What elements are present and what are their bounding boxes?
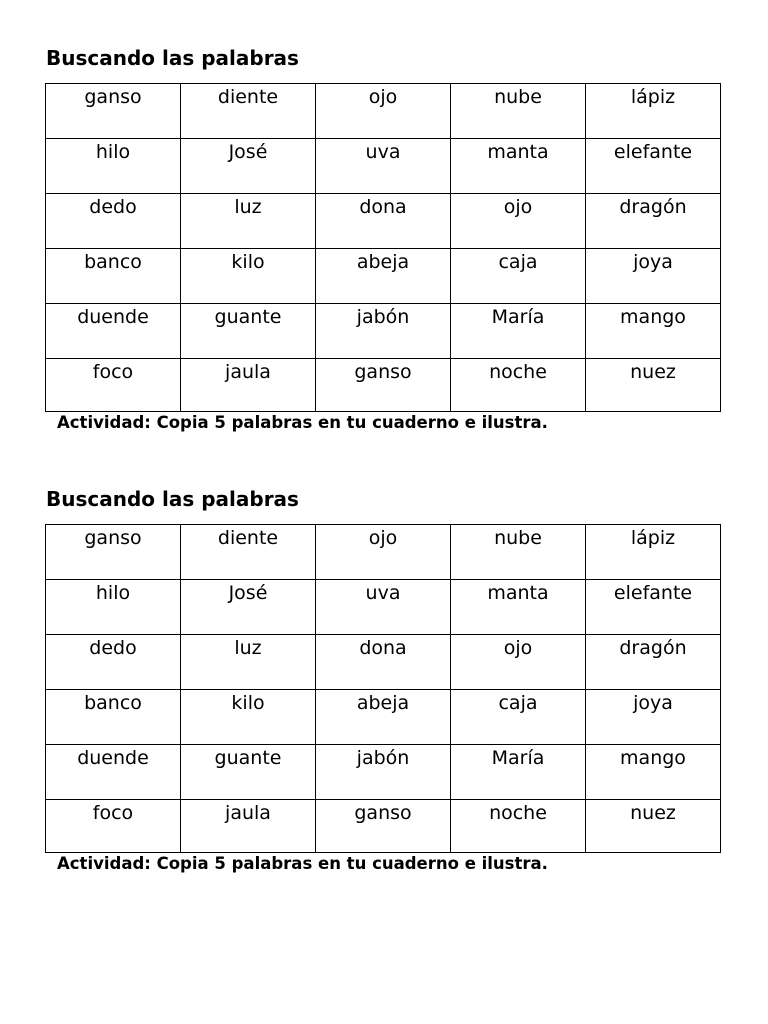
word-cell: lápiz bbox=[586, 84, 721, 139]
word-cell: dedo bbox=[46, 635, 181, 690]
word-cell: ganso bbox=[46, 84, 181, 139]
table-row bbox=[46, 359, 721, 412]
word-cell: dragón bbox=[586, 194, 721, 249]
word-cell: nube bbox=[451, 84, 586, 139]
word-cell: dedo bbox=[46, 194, 181, 249]
word-cell: lápiz bbox=[586, 525, 721, 580]
worksheet-2 bbox=[45, 485, 720, 875]
word-cell: kilo bbox=[181, 249, 316, 304]
table-row bbox=[46, 249, 721, 304]
word-cell: nuez bbox=[586, 800, 721, 853]
word-cell: duende bbox=[46, 745, 181, 800]
word-cell: caja bbox=[451, 690, 586, 745]
word-cell: joya bbox=[586, 249, 721, 304]
table-row bbox=[46, 304, 721, 359]
word-cell: luz bbox=[181, 194, 316, 249]
word-cell: noche bbox=[451, 359, 586, 412]
word-cell: dragón bbox=[586, 635, 721, 690]
word-cell: abeja bbox=[316, 690, 451, 745]
word-cell: jabón bbox=[316, 745, 451, 800]
word-cell: ganso bbox=[316, 800, 451, 853]
word-cell: manta bbox=[451, 580, 586, 635]
word-cell: uva bbox=[316, 139, 451, 194]
word-cell: banco bbox=[46, 690, 181, 745]
word-cell: María bbox=[451, 745, 586, 800]
word-cell: jabón bbox=[316, 304, 451, 359]
table-row bbox=[46, 139, 721, 194]
word-cell: abeja bbox=[316, 249, 451, 304]
table-row bbox=[46, 580, 721, 635]
word-cell: ojo bbox=[451, 194, 586, 249]
table-row bbox=[46, 745, 721, 800]
word-cell: ganso bbox=[46, 525, 181, 580]
word-cell: diente bbox=[181, 525, 316, 580]
word-cell: guante bbox=[181, 745, 316, 800]
word-cell: jaula bbox=[181, 800, 316, 853]
word-cell: jaula bbox=[181, 359, 316, 412]
word-cell: dona bbox=[316, 635, 451, 690]
word-cell: guante bbox=[181, 304, 316, 359]
word-cell: diente bbox=[181, 84, 316, 139]
word-cell: José bbox=[181, 580, 316, 635]
table-row bbox=[46, 84, 721, 139]
table-row bbox=[46, 635, 721, 690]
word-cell: luz bbox=[181, 635, 316, 690]
table-row bbox=[46, 690, 721, 745]
table-row bbox=[46, 525, 721, 580]
word-table bbox=[45, 83, 721, 412]
word-cell: uva bbox=[316, 580, 451, 635]
word-cell: elefante bbox=[586, 580, 721, 635]
table-row bbox=[46, 800, 721, 853]
word-cell: noche bbox=[451, 800, 586, 853]
activity-instruction: Actividad: Copia 5 palabras en tu cuaderno e ilustra. bbox=[57, 413, 548, 432]
word-cell: nube bbox=[451, 525, 586, 580]
word-cell: joya bbox=[586, 690, 721, 745]
word-cell: foco bbox=[46, 359, 181, 412]
activity-instruction: Actividad: Copia 5 palabras en tu cuaderno e ilustra. bbox=[57, 854, 548, 873]
table-row bbox=[46, 194, 721, 249]
word-cell: ojo bbox=[316, 525, 451, 580]
word-cell: elefante bbox=[586, 139, 721, 194]
word-cell: mango bbox=[586, 745, 721, 800]
word-cell: hilo bbox=[46, 139, 181, 194]
word-cell: caja bbox=[451, 249, 586, 304]
word-cell: banco bbox=[46, 249, 181, 304]
word-cell: José bbox=[181, 139, 316, 194]
word-cell: ojo bbox=[316, 84, 451, 139]
word-cell: dona bbox=[316, 194, 451, 249]
word-cell: hilo bbox=[46, 580, 181, 635]
word-cell: duende bbox=[46, 304, 181, 359]
word-cell: foco bbox=[46, 800, 181, 853]
word-cell: María bbox=[451, 304, 586, 359]
worksheet-1 bbox=[45, 44, 720, 434]
word-cell: manta bbox=[451, 139, 586, 194]
word-cell: nuez bbox=[586, 359, 721, 412]
word-cell: mango bbox=[586, 304, 721, 359]
word-cell: ojo bbox=[451, 635, 586, 690]
word-table bbox=[45, 524, 721, 853]
word-cell: ganso bbox=[316, 359, 451, 412]
word-cell: kilo bbox=[181, 690, 316, 745]
worksheet-title: Buscando las palabras bbox=[46, 487, 299, 511]
worksheet-title: Buscando las palabras bbox=[46, 46, 299, 70]
